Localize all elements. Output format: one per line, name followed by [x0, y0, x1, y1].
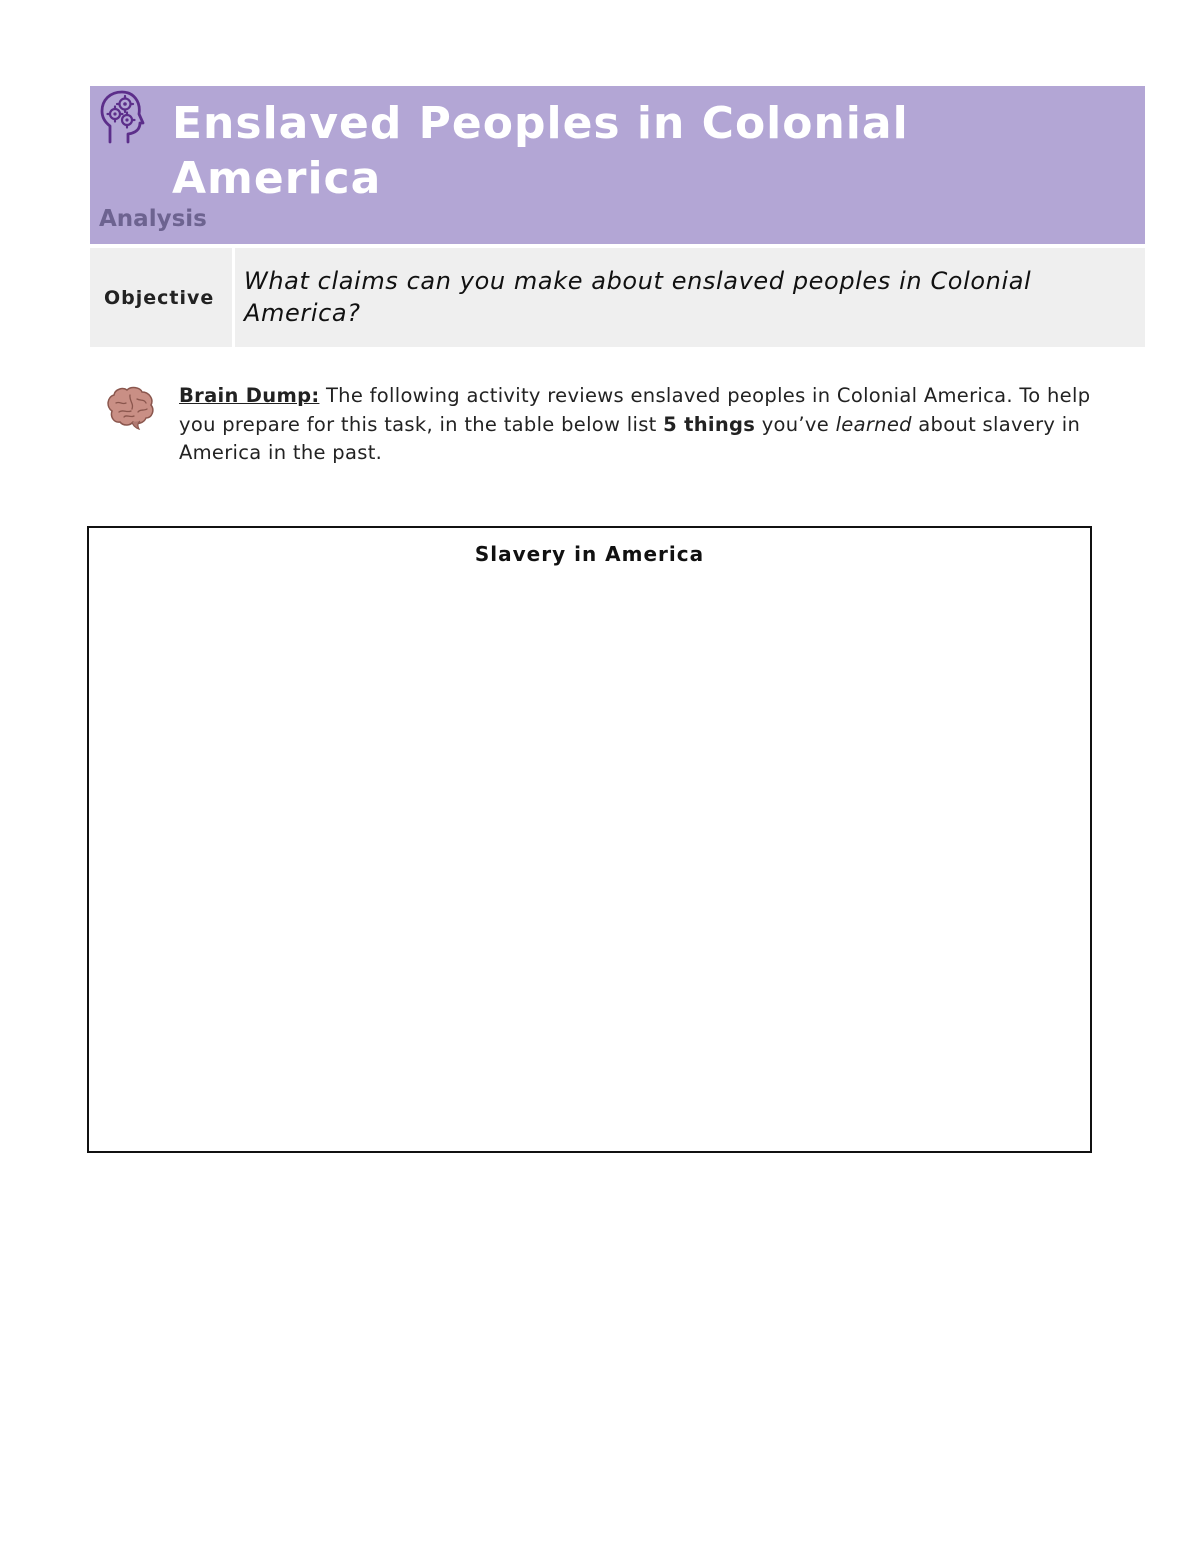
slavery-table[interactable] [87, 526, 1092, 1153]
brain-dump-lead: Brain Dump: [179, 384, 320, 407]
brain-dump-text-3: about slavery in America in the past. [179, 412, 1081, 464]
brain-dump-italic: learned [835, 412, 912, 436]
brain-dump-text-2: you’ve [755, 412, 836, 436]
table-title: Slavery in America [474, 542, 705, 566]
objective-question: What claims can you make about enslaved peoples in Colonial America? [235, 248, 1145, 347]
header-banner [90, 86, 1145, 244]
objective-label: Objective [90, 248, 232, 347]
head-gears-icon [98, 89, 150, 145]
brain-dump-instructions [179, 382, 1099, 468]
brain-dump-text-1: The following activity reviews enslaved peoples in Colonial America. To help you prepare for this task, in the table below list [179, 384, 1091, 436]
page-subtitle: Analysis [99, 206, 207, 232]
brain-dump-bold: 5 things [663, 412, 756, 436]
brain-icon [104, 385, 156, 431]
page-title: Enslaved Peoples in Colonial America [172, 98, 909, 204]
